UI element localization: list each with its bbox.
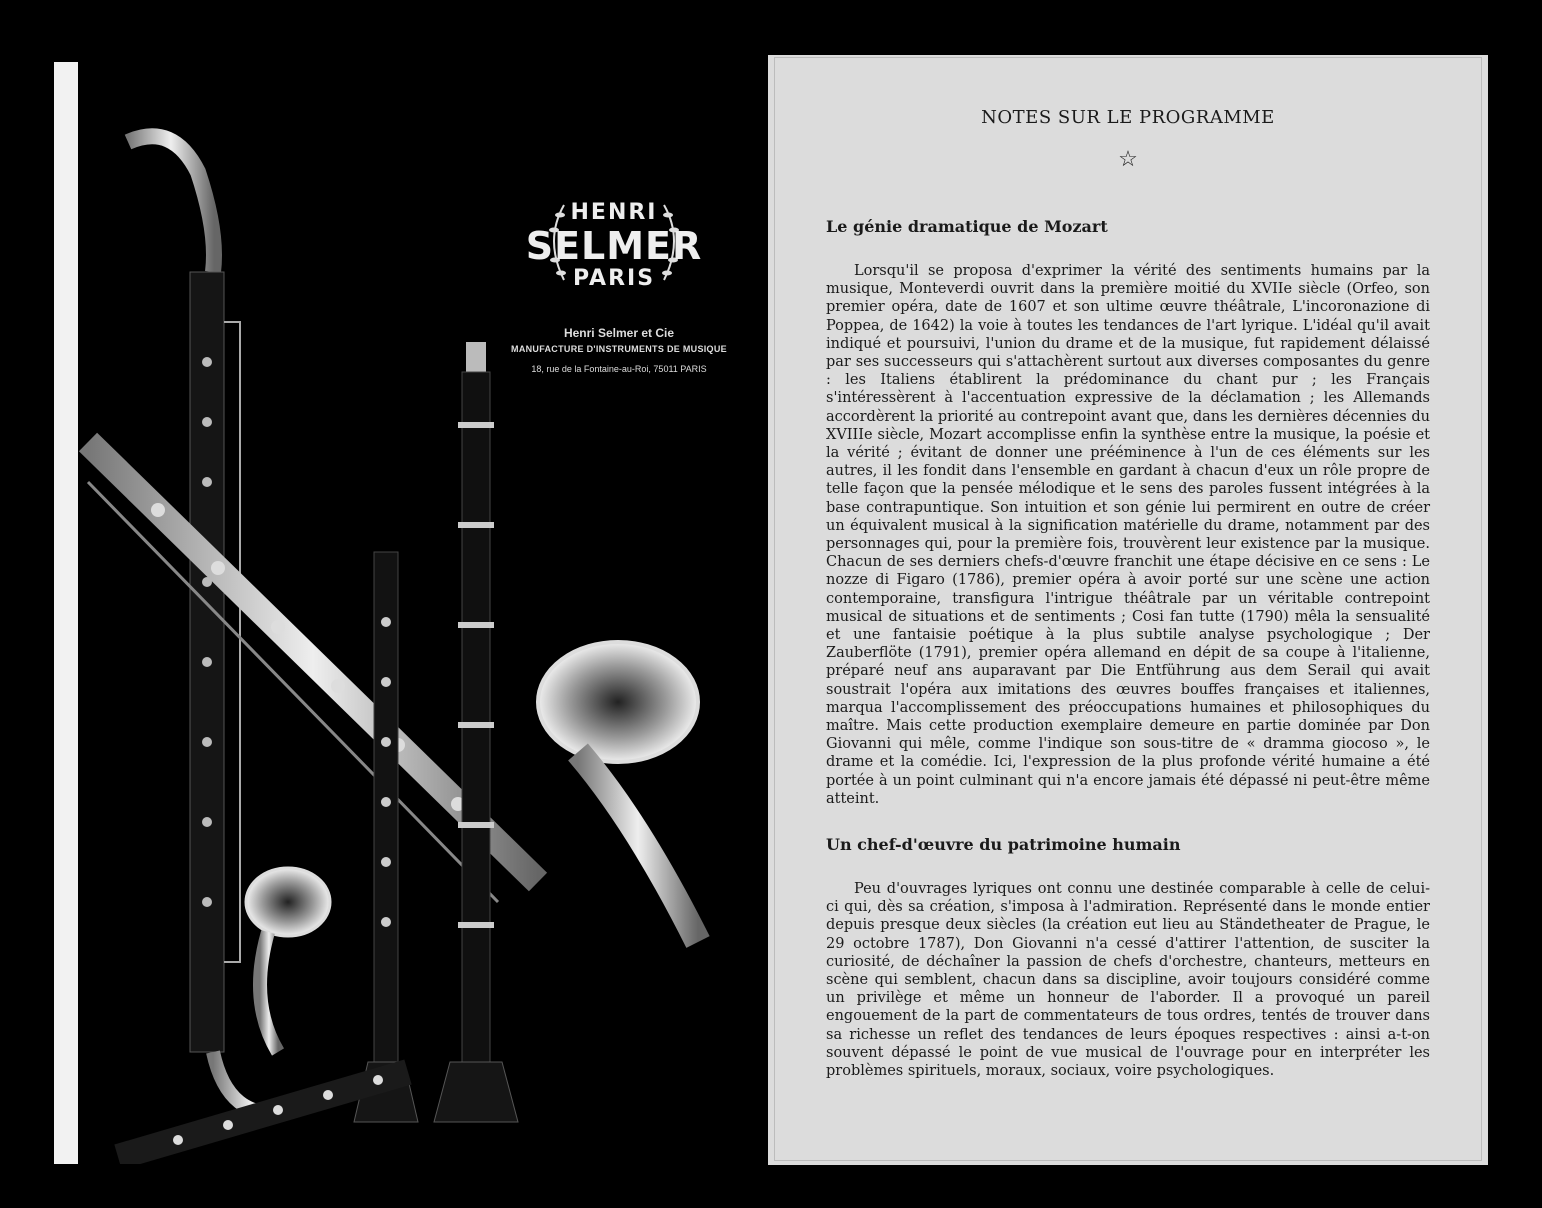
section-title: Le génie dramatique de Mozart: [826, 217, 1108, 236]
page-title: NOTES SUR LE PROGRAMME: [981, 107, 1275, 128]
company-address-block: [494, 326, 744, 374]
advertisement-page: [54, 62, 776, 1164]
logo-henri: HENRI: [570, 200, 658, 225]
section-body: Peu d'ouvrages lyriques ont connu une destinée comparable à celle de celui-ci qui, dès sa création, s'imposa à l'admiration. Représenté dans le monde entier depuis presque deux siècles (la création eut lieu au Ständetheater de Prague, le 29 octobre 1787), Don Giovanni n'a cessé d'attirer l'attention, de susciter la curiosité, de déchaîner la passion de chefs d'orchestre, chanteurs, metteurs en scène qui semblent, chacun dans sa discipline, avoir toujours considéré comme un privilège et même un honneur de l'aborder. Il a provoqué un pareil engouement de la part de commentateurs de tous ordres, tentés de trouver dans sa richesse un reflet des tendances de leurs époques respectives : ainsi a-t-on souvent dépassé le point de vue musical de l'ouvrage pour en interpréter les problèmes spirituels, moraux, sociaux, voire psychologiques.: [826, 881, 1430, 1080]
section-mozart-genius: [826, 217, 1430, 808]
company-address: 18, rue de la Fontaine-au-Roi, 75011 PARIS: [531, 364, 707, 374]
selmer-logo: [524, 180, 704, 300]
logo-paris: PARIS: [572, 266, 656, 291]
program-notes-page: [768, 55, 1488, 1165]
section-title: Un chef-d'œuvre du patrimoine humain: [826, 835, 1181, 854]
company-name: Henri Selmer et Cie: [563, 326, 675, 340]
star-icon: ☆: [1118, 147, 1138, 172]
company-tagline: MANUFACTURE D'INSTRUMENTS DE MUSIQUE: [511, 344, 727, 354]
logo-selmer: SELMER: [525, 224, 703, 268]
section-masterpiece: [826, 835, 1430, 1080]
clarinet-tall: [434, 342, 518, 1122]
clarinet-middle: [354, 552, 418, 1122]
page-edge: [54, 62, 78, 1164]
small-saxophone-bell: [246, 868, 330, 1052]
saxophone-bell: [538, 642, 698, 942]
section-body: Lorsqu'il se proposa d'exprimer la vérité des sentiments humains par la musique, Monteverdi ouvrit dans la première moitié du XVIIe siècle (Orfeo, son premier opéra, date de 1607 et son ultime œuvre théâtrale, L'incoronazione di Poppea, de 1642) la voie à toutes les tendances de l'art lyrique. L'idéal qu'il avait indiqué et poursuivi, l'union du drame et de la musique, fut rapidement délaissé par ses successeurs qui s'attachèrent surtout aux diverses composantes du genre : les Italiens établirent la prédominance du chant pur ; les Français s'intéressèrent à l'accentuation expressive de la déclamation ; les Allemands accordèrent la priorité au contrepoint avant que, dans les dernières décennies du XVIIIe siècle, Mozart accomplisse enfin la synthèse entre la musique, la poésie et la vérité ; évitant de donner une prééminence à l'un de ces éléments sur les autres, il les fondit dans l'ensemble en gardant à chacun d'eux un rôle propre de telle façon que la pensée mélodique et le sens des paroles fussent intégrées à la base contrapuntique. Son intuition et son génie lui permirent en outre de créer un équivalent musical à la signification matérielle du drame, notamment par des personnages qui, pour la première fois, trouvèrent leur existence par la musique. Chacun de ses derniers chefs-d'œuvre franchit une étape décisive en ce sens : Le nozze di Figaro (1786), premier opéra à avoir porté sur une scène une action contemporaine, transfigura l'intrigue théâtrale par un véritable contrepoint musical de situations et de sentiments ; Cosi fan tutte (1790) mêla la sensualité et une fantaisie poétique à la plus subtile analyse psychologique ; Der Zauberflöte (1791), premier opéra allemand en dépit de sa coupe à l'italienne, préparé neuf ans auparavant par Die Entführung aus dem Serail qui avait soustrait l'opéra aux imitations des œuvres bouffes françaises et italiennes, marqua l'accomplissement des préoccupations humaines et philosophiques du maître. Mais cette production exemplaire demeure en partie dominée par Don Giovanni qui mêle, comme l'indique son sous-titre de « dramma giocoso », le drame et la comédie. Ici, l'expression de la plus profonde vérité humaine a été portée à un point culminant qui n'a encore jamais été dépassé ni peut-être même atteint.: [826, 263, 1430, 807]
